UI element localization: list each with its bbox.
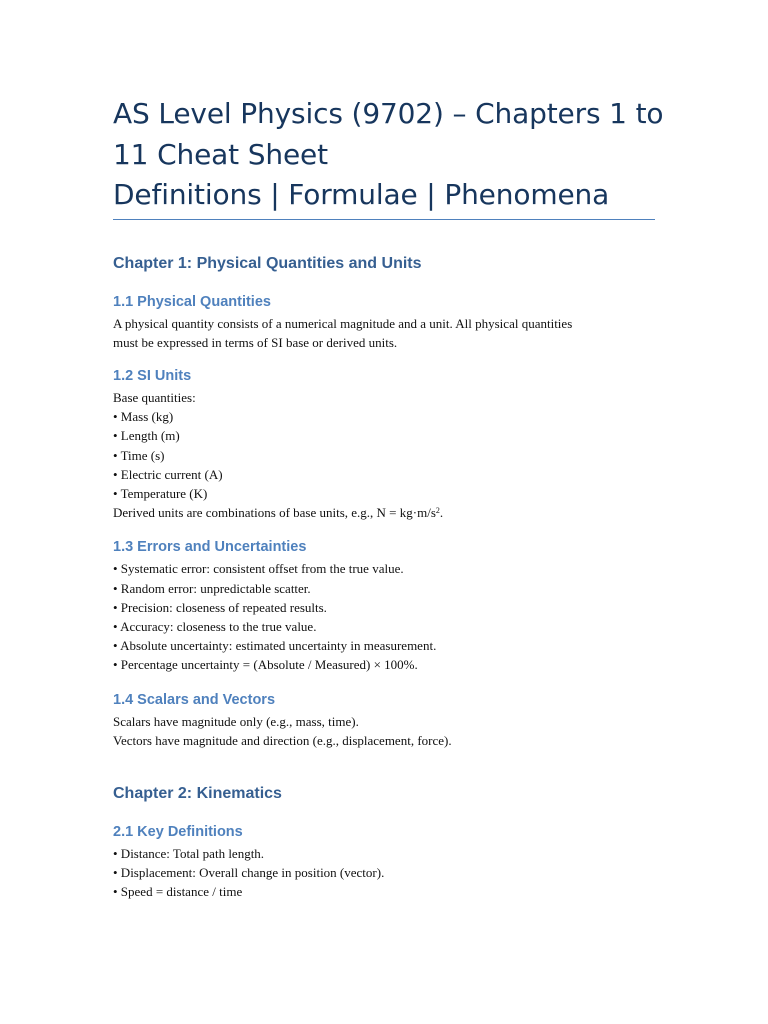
body-line: A physical quantity consists of a numerical magnitude and a unit. All physical quantities bbox=[113, 315, 573, 331]
document-title bbox=[113, 94, 664, 216]
bullet-item: • Length (m) bbox=[113, 428, 180, 444]
bullet-item: • Accuracy: closeness to the true value. bbox=[113, 618, 317, 634]
chapter-1-heading: Chapter 1: Physical Quantities and Units bbox=[113, 254, 422, 272]
body-line: must be expressed in terms of SI base or derived units. bbox=[113, 334, 398, 350]
bullet-item: • Speed = distance / time bbox=[113, 884, 243, 900]
bullet-item: • Electric current (A) bbox=[113, 466, 223, 482]
section-1-3-body bbox=[113, 559, 655, 674]
derived-units-line bbox=[113, 503, 655, 522]
title-line: 11 Cheat Sheet bbox=[113, 137, 328, 171]
bullet-item: • Absolute uncertainty: estimated uncertainty in measurement. bbox=[113, 638, 437, 654]
chapter-2-heading: Chapter 2: Kinematics bbox=[113, 784, 282, 802]
section-2-1-heading: 2.1 Key Definitions bbox=[113, 823, 243, 840]
superscript-exponent: 2 bbox=[435, 506, 440, 516]
section-1-3-heading: 1.3 Errors and Uncertainties bbox=[113, 539, 307, 556]
title-line: AS Level Physics (9702) – Chapters 1 to bbox=[113, 97, 664, 130]
derived-units-end: . bbox=[439, 505, 444, 521]
bullet-item: • Percentage uncertainty = (Absolute / Measured) × 100%. bbox=[113, 657, 418, 673]
document-page bbox=[113, 94, 664, 902]
section-1-4-body bbox=[113, 712, 655, 750]
section-1-1-body bbox=[113, 314, 655, 352]
bullet-item: • Time (s) bbox=[113, 447, 165, 463]
body-line: Vectors have magnitude and direction (e.g., displacement, force). bbox=[113, 732, 452, 748]
title-divider bbox=[113, 219, 655, 220]
bullet-item: • Displacement: Overall change in position (vector). bbox=[113, 865, 385, 881]
section-1-2-body bbox=[113, 388, 655, 522]
section-2-1-body bbox=[113, 844, 655, 902]
section-1-1-heading: 1.1 Physical Quantities bbox=[113, 293, 271, 310]
bullet-item: • Distance: Total path length. bbox=[113, 845, 265, 861]
section-1-4-heading: 1.4 Scalars and Vectors bbox=[113, 691, 276, 708]
bullet-item: • Systematic error: consistent offset from the true value. bbox=[113, 561, 404, 577]
subtitle-line: Definitions | Formulae | Phenomena bbox=[113, 178, 610, 211]
section-1-2-heading: 1.2 SI Units bbox=[113, 367, 192, 384]
bullet-item: • Mass (kg) bbox=[113, 409, 174, 425]
bullet-item: • Precision: closeness of repeated results. bbox=[113, 599, 327, 615]
bullet-item: • Temperature (K) bbox=[113, 485, 208, 501]
derived-units-text: Derived units are combinations of base units, e.g., N = kg·m/s bbox=[113, 505, 436, 521]
bullet-item: • Random error: unpredictable scatter. bbox=[113, 580, 311, 596]
body-line: Scalars have magnitude only (e.g., mass, time). bbox=[113, 713, 359, 729]
body-line: Base quantities: bbox=[113, 389, 196, 405]
